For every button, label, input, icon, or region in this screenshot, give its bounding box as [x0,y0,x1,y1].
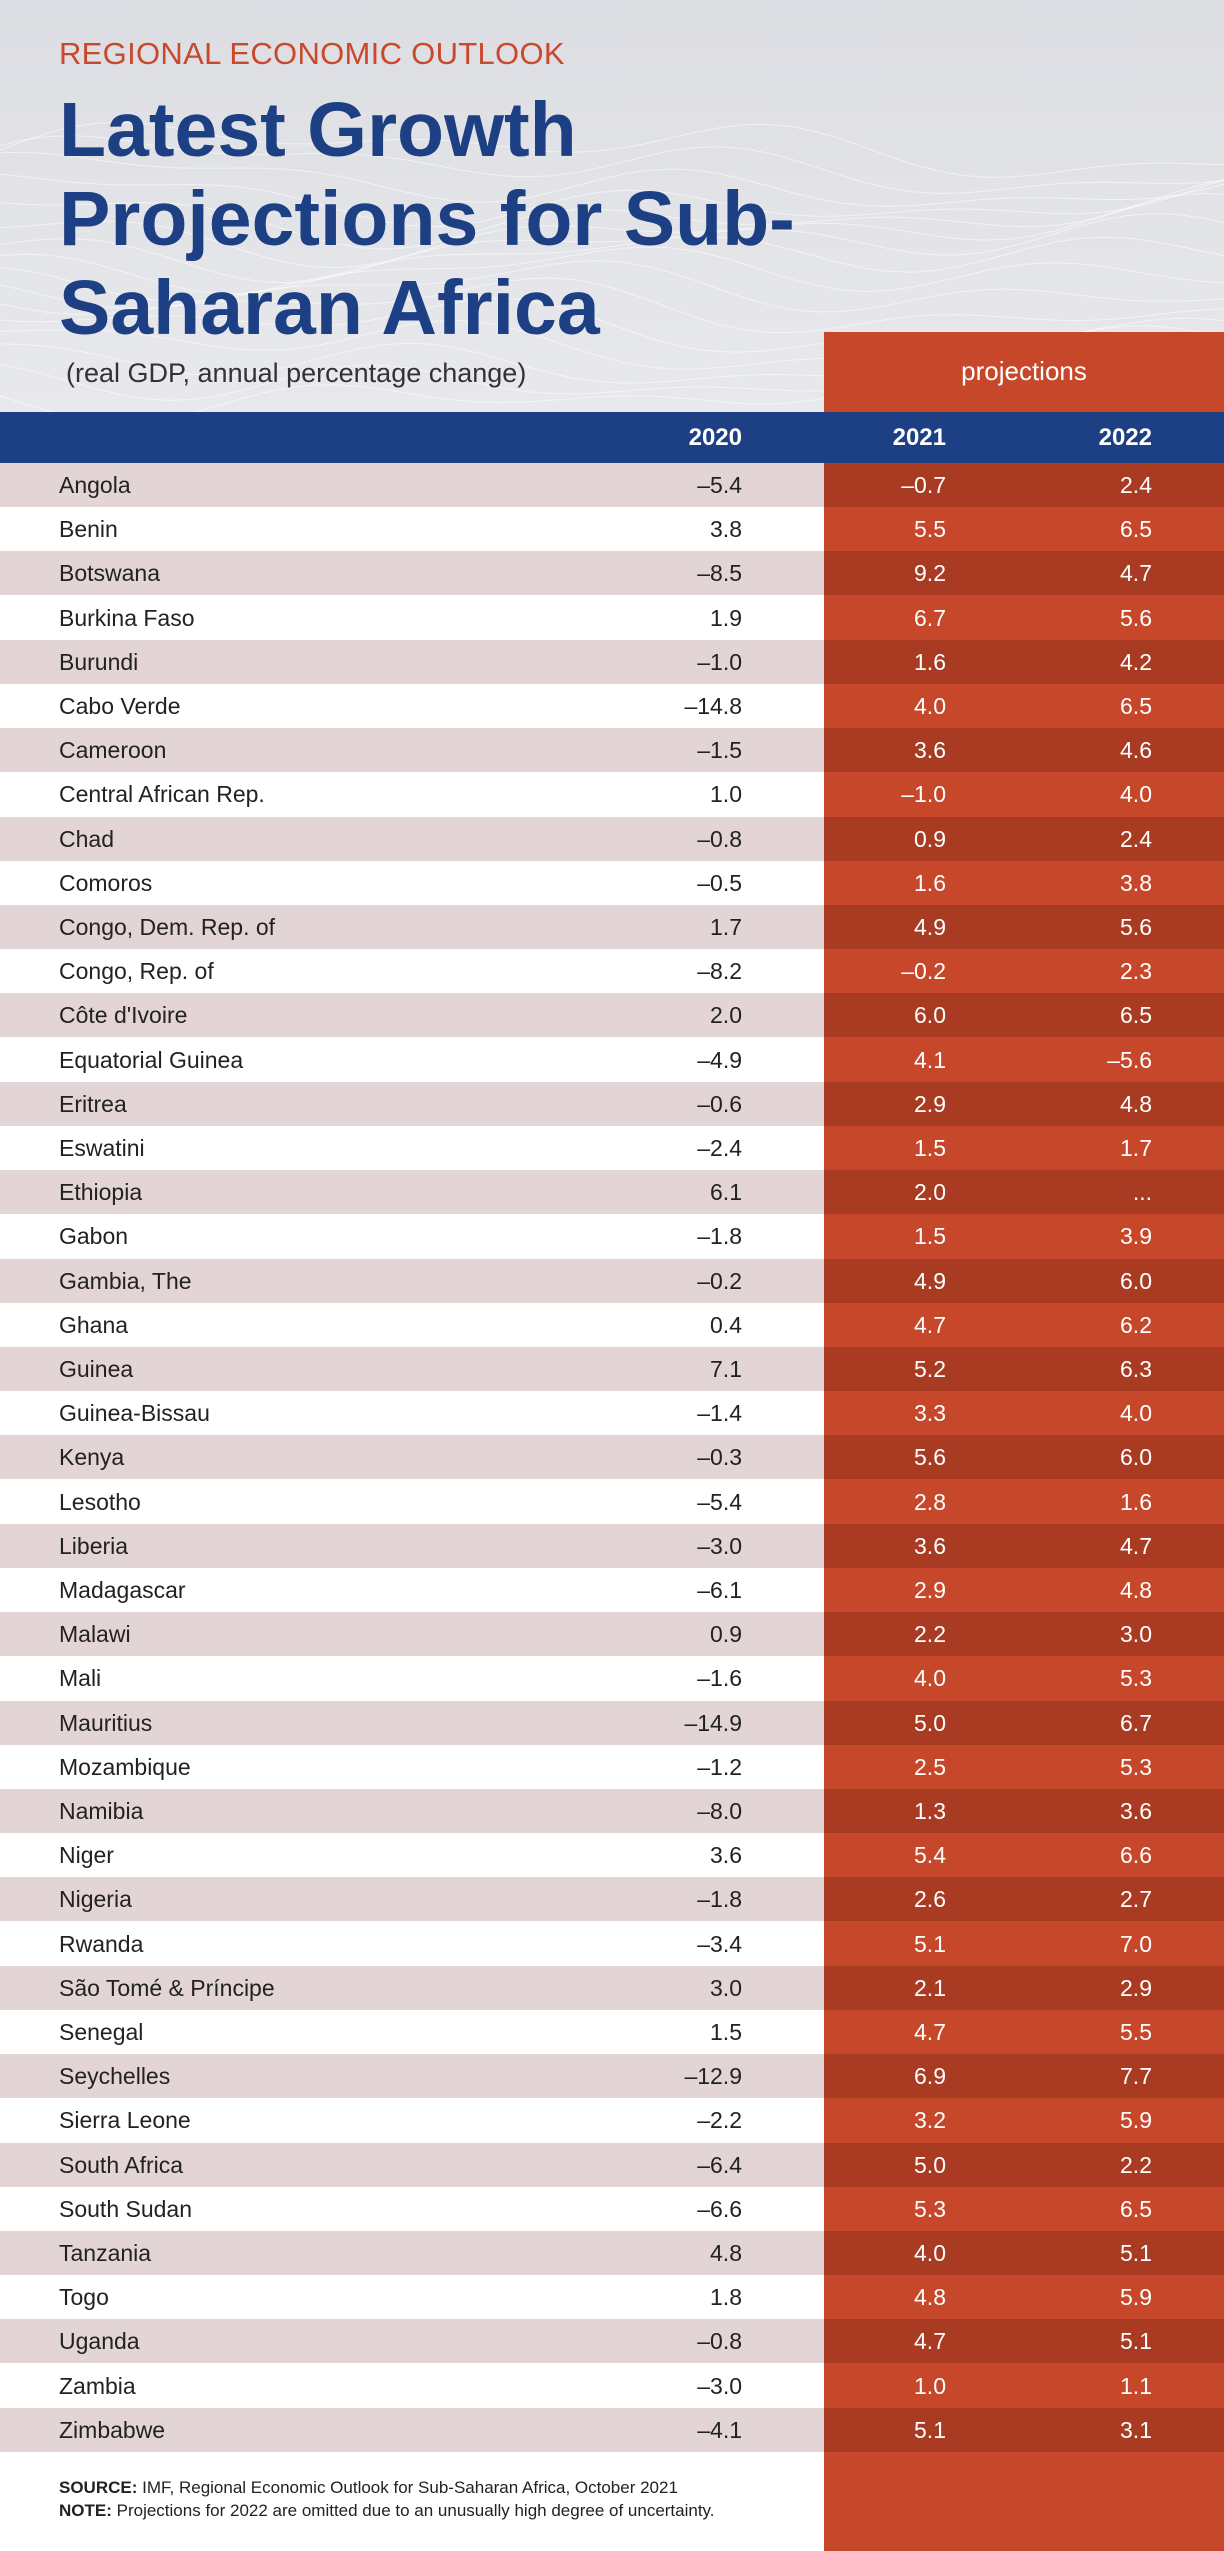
country-name: Congo, Rep. of [59,958,214,985]
table-row [0,993,1224,1037]
table-row [0,1612,1224,1656]
row-projection-background [824,1833,1224,1877]
row-background [0,1833,824,1877]
value-2022: 6.3 [1120,1356,1152,1382]
value-2022: 2.3 [1120,958,1152,985]
table-row [0,1701,1224,1745]
value-2021: 2.5 [914,1753,946,1780]
value-2021: 4.0 [914,2240,946,2266]
value-2020: –8.0 [697,1798,742,1824]
table-row [0,1877,1224,1921]
country-name: Kenya [59,1444,125,1471]
value-2020: –0.8 [697,2328,742,2355]
table-row [0,1126,1224,1170]
value-2022: 7.7 [1120,2063,1152,2090]
country-name: Cameroon [59,737,167,764]
country-name: Chad [59,825,114,852]
row-background [0,2275,824,2319]
table-row [0,2098,1224,2142]
value-2022: –5.6 [1107,1046,1152,1073]
value-2022: 4.8 [1120,1577,1152,1603]
row-projection-background [824,1745,1224,1789]
country-name: Namibia [59,1798,144,1824]
value-2021: 5.6 [914,1444,946,1471]
country-name: Burundi [59,648,139,675]
value-2022: 2.7 [1120,1886,1152,1913]
value-2020: –3.4 [697,1930,742,1957]
table-row [0,861,1224,905]
country-name: Uganda [59,2328,140,2355]
row-projection-background [824,1259,1224,1303]
value-2022: 4.0 [1120,1400,1152,1427]
value-2021: 3.2 [914,2107,946,2134]
value-2020: –2.4 [697,1135,742,1161]
value-2021: 2.8 [914,1488,946,1515]
table-row [0,2054,1224,2098]
row-projection-background [824,463,1224,507]
value-2022: 6.7 [1120,1709,1152,1736]
value-2022: 3.6 [1120,1798,1152,1824]
value-2020: –6.4 [697,2151,742,2178]
country-name: Nigeria [59,1886,132,1913]
country-name: Gabon [59,1223,129,1250]
country-name: Malawi [59,1621,131,1648]
value-2020: 1.7 [710,914,742,940]
row-background [0,507,824,551]
value-2022: 2.2 [1120,2151,1152,2178]
value-2022: 5.3 [1120,1753,1152,1780]
table-row [0,1480,1224,1524]
value-2022: 5.9 [1120,2284,1152,2311]
value-2021: 3.6 [914,737,946,764]
value-2020: –1.0 [697,648,742,675]
value-2021: 4.9 [914,914,946,940]
table-row [0,1082,1224,1126]
table-row [0,1435,1224,1479]
row-projection-background [824,2187,1224,2231]
value-2020: –1.2 [697,1753,742,1780]
value-2022: 5.3 [1120,1665,1152,1692]
value-2021: 5.1 [914,1930,946,1957]
value-2021: 4.7 [914,2019,946,2045]
row-projection-background [824,728,1224,772]
value-2022: 2.4 [1120,825,1152,852]
table-row [0,817,1224,861]
country-name: Zambia [59,2372,136,2399]
value-2020: –0.8 [697,825,742,852]
table-row [0,1789,1224,1833]
value-2020: –14.9 [684,1709,742,1736]
row-projection-background [824,1391,1224,1435]
table-row [0,1214,1224,1258]
value-2021: 1.0 [914,2372,946,2399]
value-2021: 4.8 [914,2284,946,2311]
row-projection-background [824,1656,1224,1700]
value-2021: 4.1 [914,1046,946,1073]
table-row [0,640,1224,684]
value-2021: 5.4 [914,1842,946,1869]
table-row [0,772,1224,816]
table-row [0,728,1224,772]
value-2021: 2.9 [914,1577,946,1603]
country-name: Central African Rep. [59,781,265,808]
value-2022: 1.1 [1120,2372,1152,2399]
table-row [0,1259,1224,1303]
country-name: Côte d'Ivoire [59,1002,188,1029]
row-projection-background [824,1922,1224,1966]
table-row [0,1922,1224,1966]
value-2021: 4.0 [914,693,946,719]
table-row [0,1347,1224,1391]
value-2021: 5.5 [914,516,946,543]
country-name: South Africa [59,2151,184,2178]
value-2020: –6.6 [697,2195,742,2222]
value-2020: –8.2 [697,958,742,985]
value-2021: 4.7 [914,2328,946,2355]
country-name: Tanzania [59,2240,152,2266]
value-2020: –1.4 [697,1400,742,1427]
value-2021: 5.0 [914,1709,946,1736]
country-name: Eritrea [59,1090,127,1117]
value-2022: 5.1 [1120,2328,1152,2355]
row-projection-background [824,1303,1224,1347]
source-label: SOURCE: [59,2478,138,2497]
value-2020: 3.6 [710,1842,742,1869]
country-name: São Tomé & Príncipe [59,1974,275,2001]
table-row [0,1966,1224,2010]
value-2021: –0.2 [901,958,946,985]
row-projection-background [824,507,1224,551]
table-row [0,1524,1224,1568]
value-2022: 6.5 [1120,2195,1152,2222]
row-projection-background [824,2098,1224,2142]
row-projection-background [824,2054,1224,2098]
row-projection-background [824,640,1224,684]
value-2020: 1.9 [710,604,742,631]
country-name: Cabo Verde [59,693,181,719]
row-projection-background [824,1524,1224,1568]
value-2020: 4.8 [710,2240,742,2266]
value-2022: 4.6 [1120,737,1152,764]
country-name: Liberia [59,1532,129,1559]
country-name: Madagascar [59,1577,186,1603]
row-projection-background [824,1612,1224,1656]
value-2020: –1.6 [697,1665,742,1692]
value-2022: 4.7 [1120,1532,1152,1559]
country-name: Equatorial Guinea [59,1046,244,1073]
value-2021: 1.5 [914,1135,946,1161]
value-2022: 3.0 [1120,1621,1152,1648]
country-name: Niger [59,1842,114,1869]
subtitle-text: (real GDP, annual percentage change) [66,358,527,388]
value-2020: –6.1 [697,1577,742,1603]
row-projection-background [824,772,1224,816]
value-2022: 6.5 [1120,516,1152,543]
value-2021: 2.6 [914,1886,946,1913]
value-2020: –5.4 [697,1488,742,1515]
value-2022: 1.6 [1120,1488,1152,1515]
table-row [0,1038,1224,1082]
value-2022: 6.6 [1120,1842,1152,1869]
source-line [59,2478,678,2498]
country-name: Mauritius [59,1709,153,1736]
table-row [0,2408,1224,2452]
country-name: Botswana [59,560,161,587]
note-label: NOTE: [59,2501,112,2520]
table-row [0,551,1224,595]
row-projection-background [824,1435,1224,1479]
country-name: Angola [59,472,131,498]
row-projection-background [824,1789,1224,1833]
value-2020: 1.5 [710,2019,742,2045]
value-2021: –0.7 [901,472,946,498]
country-name: Comoros [59,869,153,896]
value-2020: –14.8 [684,693,742,719]
row-projection-background [824,2364,1224,2408]
page-title: Latest Growth Projections for Sub-Saharan Africa [59,87,795,351]
value-2020: –12.9 [684,2063,742,2090]
table-row [0,2143,1224,2187]
value-2022: 1.7 [1120,1135,1152,1161]
row-projection-background [824,1347,1224,1391]
row-projection-background [824,1214,1224,1258]
value-2022: 3.8 [1120,869,1152,896]
row-projection-background [824,905,1224,949]
country-name: Mali [59,1665,102,1692]
value-2020: 2.0 [710,1002,742,1029]
row-projection-background [824,1701,1224,1745]
value-2020: 1.8 [710,2284,742,2311]
row-projection-background [824,684,1224,728]
value-2020: –0.3 [697,1444,742,1471]
value-2022: 6.2 [1120,1311,1152,1338]
row-projection-background [824,596,1224,640]
value-2020: 7.1 [710,1356,742,1382]
value-2021: 2.2 [914,1621,946,1648]
note-line [59,2501,715,2521]
table-row [0,1833,1224,1877]
value-2021: 5.3 [914,2195,946,2222]
value-2020: 6.1 [710,1179,742,1206]
value-2021: 6.0 [914,1002,946,1029]
value-2020: 0.4 [710,1311,742,1338]
value-2022: 6.0 [1120,1267,1152,1294]
value-2020: 3.0 [710,1974,742,2001]
country-name: Congo, Dem. Rep. of [59,914,276,940]
projections-label: projections [961,356,1087,386]
value-2020: –1.8 [697,1886,742,1913]
value-2021: –1.0 [901,781,946,808]
value-2020: –4.1 [697,2416,742,2443]
row-projection-background [824,1568,1224,1612]
value-2022: 6.0 [1120,1444,1152,1471]
row-projection-background [824,949,1224,993]
value-2020: 1.0 [710,781,742,808]
value-2022: 4.2 [1120,648,1152,675]
column-header-band [0,412,1224,463]
table-row [0,2364,1224,2408]
value-2020: –0.5 [697,869,742,896]
table-row [0,507,1224,551]
value-2020: 0.9 [710,1621,742,1648]
value-2021: 1.3 [914,1798,946,1824]
table-row [0,905,1224,949]
value-2022: 6.5 [1120,1002,1152,1029]
column-header-2020: 2020 [688,424,742,451]
column-header-2022: 2022 [1098,424,1152,451]
row-projection-background [824,993,1224,1037]
row-projection-background [824,2010,1224,2054]
value-2022: 5.6 [1120,914,1152,940]
country-name: Guinea [59,1356,134,1382]
value-2021: 1.6 [914,648,946,675]
value-2020: –1.5 [697,737,742,764]
country-name: Lesotho [59,1488,141,1515]
row-projection-background [824,2319,1224,2363]
row-projection-background [824,1170,1224,1214]
value-2021: 2.1 [914,1974,946,2001]
country-name: Burkina Faso [59,604,195,631]
value-2021: 3.6 [914,1532,946,1559]
row-projection-background [824,1082,1224,1126]
row-projection-background [824,551,1224,595]
table-row [0,1568,1224,1612]
table-row [0,1170,1224,1214]
value-2021: 6.9 [914,2063,946,2090]
value-2022: 7.0 [1120,1930,1152,1957]
table-row [0,2187,1224,2231]
value-2020: –0.6 [697,1090,742,1117]
row-projection-background [824,817,1224,861]
value-2020: –0.2 [697,1267,742,1294]
table-row [0,684,1224,728]
country-name: Mozambique [59,1753,191,1780]
country-name: Togo [59,2284,109,2311]
value-2022: 5.5 [1120,2019,1152,2045]
row-projection-background [824,2143,1224,2187]
value-2020: –4.9 [697,1046,742,1073]
kicker-text: REGIONAL ECONOMIC OUTLOOK [59,36,565,71]
value-2021: 4.0 [914,1665,946,1692]
value-2022: 5.1 [1120,2240,1152,2266]
table-row [0,1745,1224,1789]
row-projection-background [824,861,1224,905]
row-projection-background [824,1126,1224,1170]
table-row [0,2231,1224,2275]
value-2021: 4.9 [914,1267,946,1294]
value-2020: –2.2 [697,2107,742,2134]
column-header-2021: 2021 [892,424,946,451]
country-name: Sierra Leone [59,2107,191,2134]
country-name: Ghana [59,1311,129,1338]
value-2022: 4.7 [1120,560,1152,587]
value-2021: 1.5 [914,1223,946,1250]
row-projection-background [824,1038,1224,1082]
value-2022: 5.9 [1120,2107,1152,2134]
table-row [0,1391,1224,1435]
row-projection-background [824,1966,1224,2010]
value-2022: 4.0 [1120,781,1152,808]
value-2021: 6.7 [914,604,946,631]
row-projection-background [824,1877,1224,1921]
value-2022: 3.9 [1120,1223,1152,1250]
country-name: Benin [59,516,118,543]
row-projection-background [824,2231,1224,2275]
country-name: Senegal [59,2019,144,2045]
value-2020: –1.8 [697,1223,742,1250]
table-row [0,2319,1224,2363]
table-row [0,2010,1224,2054]
country-name: Ethiopia [59,1179,143,1206]
source-text: IMF, Regional Economic Outlook for Sub-Saharan Africa, October 2021 [142,2478,678,2497]
value-2021: 3.3 [914,1400,946,1427]
value-2022: 2.9 [1120,1974,1152,2001]
table-row [0,949,1224,993]
value-2021: 4.7 [914,1311,946,1338]
row-projection-background [824,2408,1224,2452]
value-2021: 2.9 [914,1090,946,1117]
value-2022: 2.4 [1120,472,1152,498]
value-2022: 5.6 [1120,604,1152,631]
table-row [0,596,1224,640]
country-name: Zimbabwe [59,2416,166,2443]
country-name: Eswatini [59,1135,145,1161]
value-2022: 6.5 [1120,693,1152,719]
row-projection-background [824,1480,1224,1524]
value-2020: –8.5 [697,560,742,587]
table-row [0,1303,1224,1347]
note-text: Projections for 2022 are omitted due to an unusually high degree of uncertainty. [116,2501,715,2520]
table-row [0,1656,1224,1700]
value-2021: 5.1 [914,2416,946,2443]
country-name: South Sudan [59,2195,193,2222]
value-2020: –3.0 [697,2372,742,2399]
value-2020: 3.8 [710,516,742,543]
country-name: Seychelles [59,2063,171,2090]
value-2021: 2.0 [914,1179,946,1206]
value-2021: 5.2 [914,1356,946,1382]
value-2020: –5.4 [697,472,742,498]
table-row [0,463,1224,507]
value-2022: 3.1 [1120,2416,1152,2443]
country-name: Rwanda [59,1930,144,1957]
value-2021: 1.6 [914,869,946,896]
value-2021: 5.0 [914,2151,946,2178]
value-2020: –3.0 [697,1532,742,1559]
value-2021: 9.2 [914,560,946,587]
country-name: Gambia, The [59,1267,192,1294]
country-name: Guinea-Bissau [59,1400,210,1427]
value-2022: 4.8 [1120,1090,1152,1117]
value-2022: ... [1132,1179,1152,1206]
row-projection-background [824,2275,1224,2319]
value-2021: 0.9 [914,825,946,852]
table-row [0,2275,1224,2319]
